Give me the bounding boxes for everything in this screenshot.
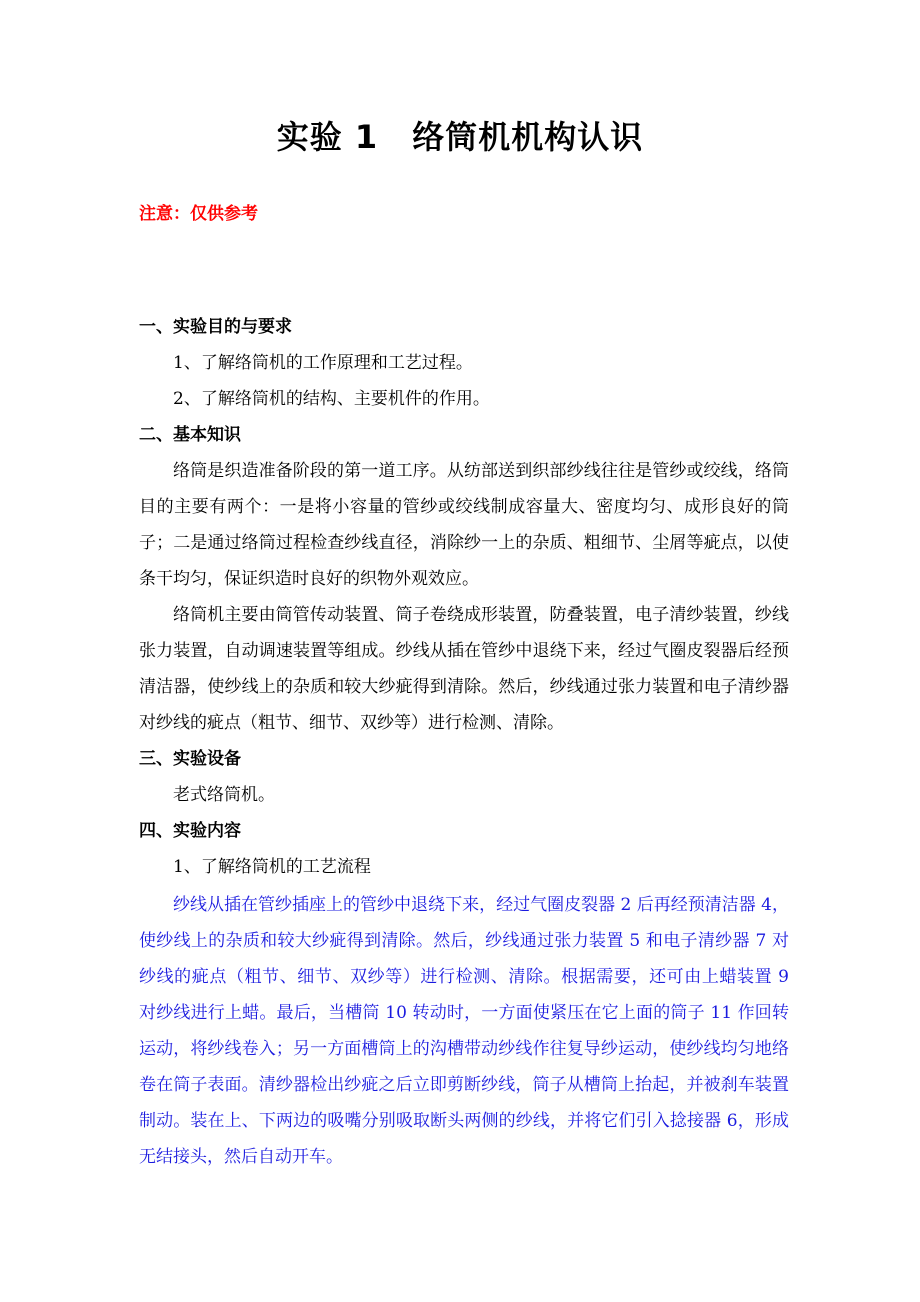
paragraph: 络筒机主要由筒管传动装置、筒子卷绕成形装置，防叠装置，电子清纱装置，纱线张力装置，自动调速装置等组成。纱线从插在管纱中退绕下来，经过气圈皮裂器后经预清洁器，使纱线上的杂质和较大纱疵得到清除。然后，纱线通过张力装置和电子清纱器对纱线的疵点（粗节、细节、双纱等）进行检测、清除。: [139, 605, 789, 733]
title-prefix: 实验 1: [276, 118, 379, 156]
document-title: [0, 112, 920, 162]
section-equipment: [139, 741, 789, 813]
document-body: [139, 309, 789, 1175]
section-heading: 三、实验设备: [139, 749, 241, 769]
section-basic-knowledge: [139, 417, 789, 741]
section-objectives: [139, 309, 789, 417]
section-heading: 二、基本知识: [139, 425, 241, 445]
list-item: 1、了解络筒机的工艺流程: [173, 857, 371, 877]
title-main: 络筒机机构认识: [412, 118, 644, 156]
section-content: [139, 813, 789, 1175]
reference-note: 注意：仅供参考: [139, 204, 258, 224]
list-item: 1、了解络筒机的工作原理和工艺过程。: [173, 353, 473, 373]
list-item: 2、了解络筒机的结构、主要机件的作用。: [173, 389, 490, 409]
paragraph: 络筒是织造准备阶段的第一道工序。从纺部送到织部纱线往往是管纱或绞线，络筒目的主要有两个：一是将小容量的管纱或绞线制成容量大、密度均匀、成形良好的筒子；二是通过络筒过程检查纱线直径，消除纱一上的杂质、粗细节、尘屑等疵点，以使条干均匀，保证织造时良好的织物外观效应。: [139, 461, 789, 589]
section-heading: 四、实验内容: [139, 821, 241, 841]
process-description-paragraph: 纱线从插在管纱插座上的管纱中退绕下来，经过气圈皮裂器 2 后再经预清洁器 4，使纱线上的杂质和较大纱疵得到清除。然后，纱线通过张力装置 5 和电子清纱器 7 对纱线的疵点（粗节、细节、双纱等）进行检测、清除。根据需要，还可由上蜡装置 9 对纱线进行上蜡。最后，当槽筒 10 转动时，一方面使紧压在它上面的筒子 11 作回转运动，将纱线卷入；另一方面槽筒上的沟槽带动纱线作往复导纱运动，使纱线均匀地络卷在筒子表面。清纱器检出纱疵之后立即剪断纱线，筒子从槽筒上抬起，并被刹车装置制动。装在上、下两边的吸嘴分别吸取断头两侧的纱线，并将它们引入捻接器 6，形成无结接头，然后自动开车。: [139, 895, 789, 1167]
list-item: 老式络筒机。: [173, 785, 275, 805]
section-heading: 一、实验目的与要求: [139, 317, 292, 337]
